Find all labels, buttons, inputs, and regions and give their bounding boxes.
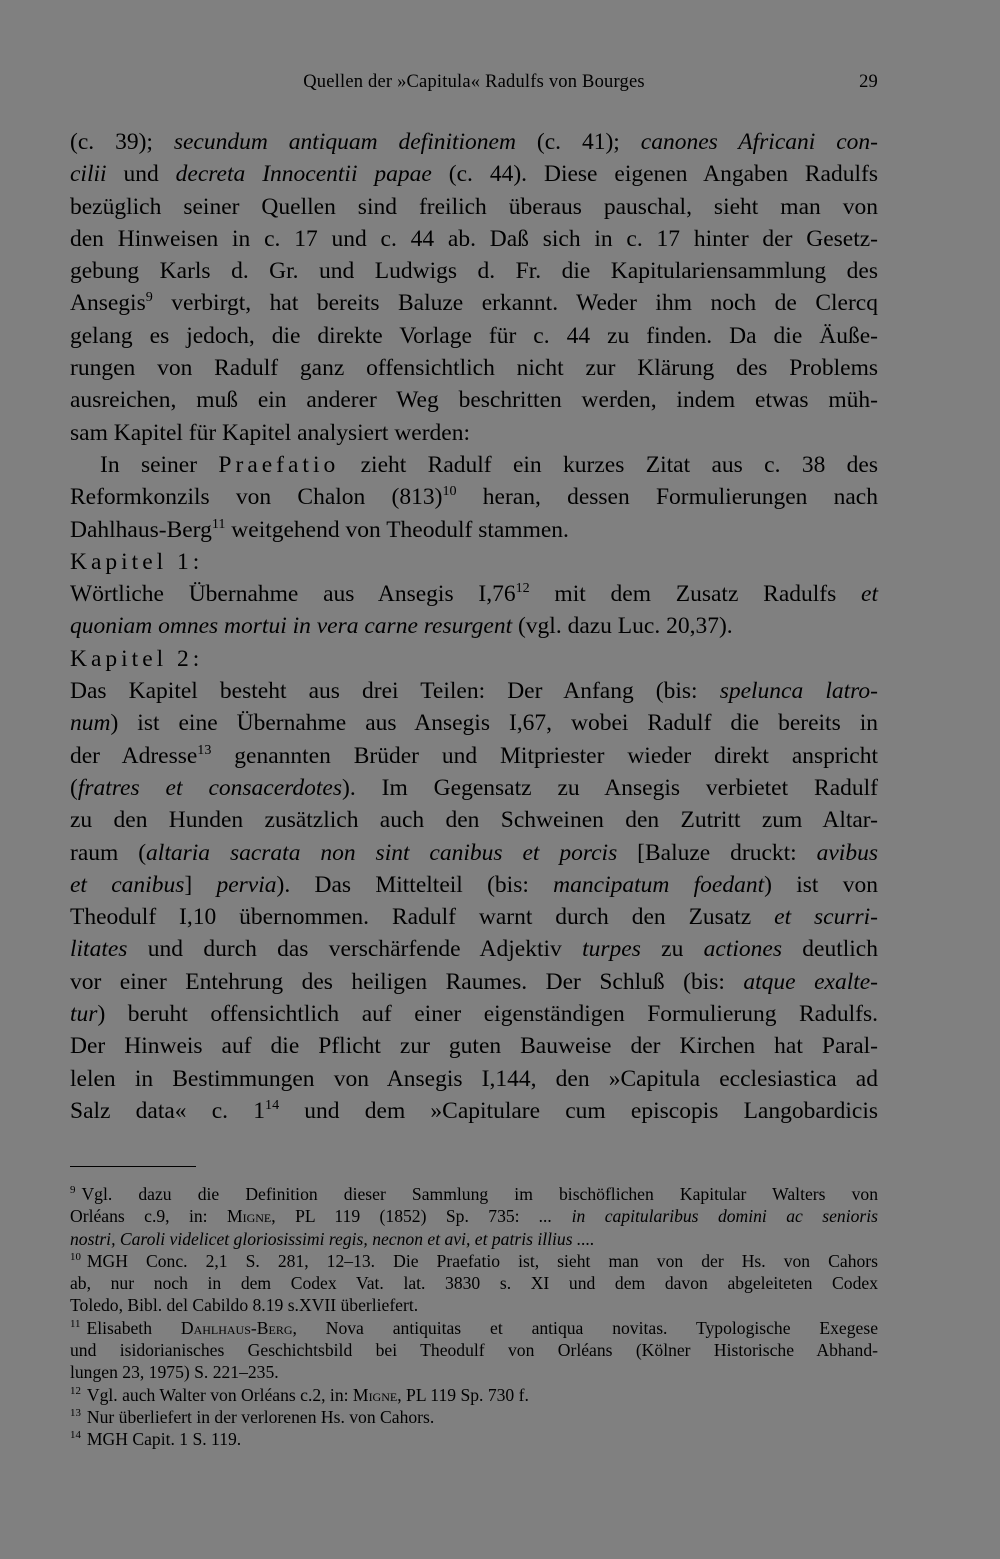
footnote-9: $^9$ Vgl. dazu die Definition dieser Sammlung im bischöflichen Kapitular Walters von xyxy=(70,1184,878,1204)
text-line: cilii und decreta Innocentii papae (c. 44). Diese eigenen Angaben Radulfs xyxy=(70,161,878,188)
text-line: Der Hinweis auf die Pflicht zur guten Bauweise der Kirchen hat Paral- xyxy=(70,1033,878,1060)
footnote-12: $^{12}$ Vgl. auch Walter von Orléans c.2, in: Migne, PL 119 Sp. 730 f. xyxy=(70,1384,529,1405)
running-title: Quellen der »Capitula« Radulfs von Bourges xyxy=(303,72,645,92)
text-line: bezüglich seiner Quellen sind freilich überaus pauschal, sieht man von xyxy=(70,193,878,220)
text-line: der Adresse$^{13}$ genannten Brüder und Mitpriester wieder direkt anspricht xyxy=(70,741,878,769)
footnote-ref: 14 xyxy=(265,1096,280,1113)
running-head xyxy=(70,72,878,96)
footnote-13: $^{13}$ Nur überliefert in der verlorenen Hs. von Cahors. xyxy=(70,1406,435,1427)
footnote-ref: 13 xyxy=(197,741,212,758)
text-line: num) ist eine Übernahme aus Ansegis I,67, wobei Radulf die bereits in xyxy=(70,710,878,737)
text-line: tur) beruht offensichtlich auf einer eigenständigen Formulierung Radulfs. xyxy=(70,1001,878,1028)
text-line: litates und durch das verschärfende Adjektiv turpes zu actiones deutlich xyxy=(70,936,878,963)
footnote-ref: 10 xyxy=(442,483,457,500)
text-line: raum (altaria sacrata non sint canibus et porcis [Baluze druckt: avibus xyxy=(70,839,878,866)
footnote-line: Orléans c.9, in: Migne, PL 119 (1852) Sp. 735: ... in capitularibus domini ac senioris xyxy=(70,1206,878,1227)
footnote-line: ab, nur noch in dem Codex Vat. lat. 3830 s. XI und dem davon abgeleiteten Codex xyxy=(70,1273,878,1294)
text-line: Ansegis$^9$ verbirgt, hat bereits Baluze erkannt. Weder ihm noch de Clercq xyxy=(70,289,878,317)
footnotes xyxy=(70,1183,878,1451)
footnote-divider xyxy=(70,1166,196,1167)
text-line: Reformkonzils von Chalon $(813)^{10}$ heran, dessen Formulierungen nach xyxy=(70,483,878,511)
text-line: lelen in Bestimmungen von Ansegis I,144, den »Capitula ecclesiastica ad xyxy=(70,1065,878,1092)
text-line: (c. 39); secundum antiquam definitionem (c. 41); canones Africani con- xyxy=(70,129,878,155)
text-line: ausreichen, muß ein anderer Weg beschritten werden, indem etwas müh- xyxy=(70,387,878,414)
text-line: rungen von Radulf ganz offensichtlich nicht zur Klärung des Problems xyxy=(70,355,878,382)
footnote-ref: 9 xyxy=(145,289,153,306)
text-line: et canibus] pervia). Das Mittelteil (bis: mancipatum foedant) ist von xyxy=(70,871,878,898)
text-line: gebung Karls d. Gr. und Ludwigs d. Fr. die Kapitulariensammlung des xyxy=(70,258,878,285)
text-line: In seiner Praefatio zieht Radulf ein kurzes Zitat aus c. 38 des xyxy=(100,451,879,478)
text-line: den Hinweisen in c. 17 und c. 44 ab. Daß sich in c. 17 hinter der Gesetz- xyxy=(70,225,878,252)
footnote-line: und isidorianisches Geschichtsbild bei Theodulf von Orléans (Kölner Historische Abhand- xyxy=(70,1340,878,1361)
text-line: Dahlhaus-Berg$^{11}$ weitgehend von Theodulf stammen. xyxy=(70,515,569,543)
text-line: gelang es jedoch, die direkte Vorlage für c. 44 zu finden. Da die Äuße- xyxy=(70,322,878,349)
text-line: quoniam omnes mortui in vera carne resurgent (vgl. dazu Luc. 20,37). xyxy=(70,613,733,640)
section-heading: Kapitel 1: xyxy=(70,548,204,575)
text-line: Wörtliche Übernahme aus Ansegis $I,76^{12}$ mit dem Zusatz Radulfs et xyxy=(70,580,878,608)
section-heading: Kapitel 2: xyxy=(70,645,204,672)
page-number: 29 xyxy=(859,72,878,92)
footnote-line: nostri, Caroli videlicet gloriosissimi regis, necnon et avi, et patris illius .... xyxy=(70,1228,595,1249)
footnote-line: Toledo, Bibl. del Cabildo 8.19 s.XVII überliefert. xyxy=(70,1295,419,1316)
footnote-14: $^{14}$ MGH Capit. 1 S. 119. xyxy=(70,1429,242,1450)
text-line: Theodulf I,10 übernommen. Radulf warnt durch den Zusatz et scurri- xyxy=(70,904,878,931)
text-line: (fratres et consacerdotes). Im Gegensatz zu Ansegis verbietet Radulf xyxy=(70,774,878,801)
text-line: sam Kapitel für Kapitel analysiert werden: xyxy=(70,419,471,446)
footnote-line: lungen 23, 1975) S. 221–235. xyxy=(70,1362,279,1383)
text-line: vor einer Entehrung des heiligen Raumes. Der Schluß (bis: atque exalte- xyxy=(70,968,879,995)
footnote-ref: 12 xyxy=(515,580,530,597)
body-text xyxy=(70,126,878,1127)
text-line: Salz data« c. $1^{14}$ und dem »Capitulare cum episcopis Langobardicis xyxy=(70,1096,878,1124)
footnote-10: $^{10}$ MGH Conc. 2,1 S. 281, 12–13. Die Praefatio ist, sieht man von der Hs. von Cahors xyxy=(70,1250,878,1271)
text-line: zu den Hunden zusätzlich auch den Schweinen den Zutritt zum Altar- xyxy=(70,807,878,834)
footnote-ref: 11 xyxy=(211,515,226,532)
footnote-11: $^{11}$ Elisabeth Dahlhaus-Berg, Nova antiquitas et antiqua novitas. Typologische Exegese xyxy=(70,1317,878,1338)
text-line: Das Kapitel besteht aus drei Teilen: Der Anfang (bis: spelunca latro- xyxy=(70,678,878,705)
